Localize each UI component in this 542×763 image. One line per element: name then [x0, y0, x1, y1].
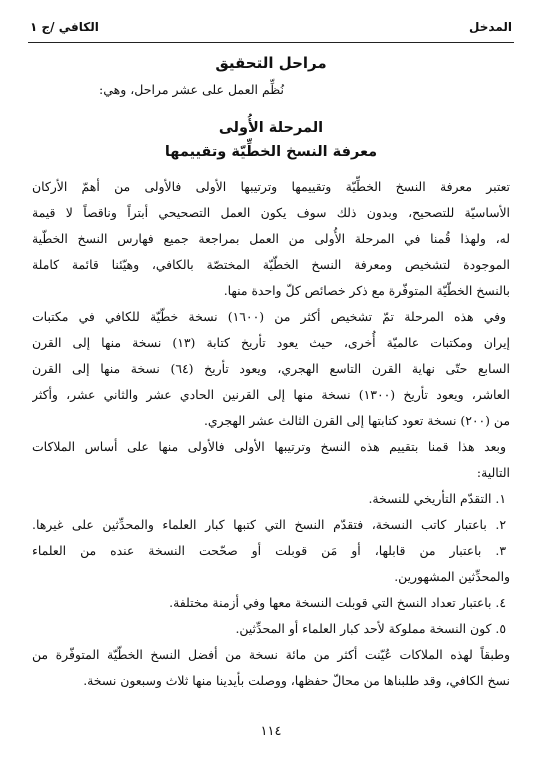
list-item: ١. التقدّم التأريخي للنسخة.	[368, 491, 506, 506]
paragraph-line: السابع حتّى نهاية القرن التاسع الهجري، ويعود تأريخ (٦٤) نسخة منها إلى القرن	[32, 361, 510, 376]
paragraph-line: وبعد هذا قمنا بتقييم هذه النسخ وترتيبها الأولى فالأولى منها على أساس الملاكات	[32, 439, 506, 454]
paragraph-line: تعتبر معرفة النسخ الخطِّيّة وتقييمها وترتيبها الأولى فالأولى من أهمّ الأركان	[32, 179, 510, 194]
header-divider	[28, 42, 514, 43]
header-section-name: المدخل	[469, 20, 512, 34]
paragraph-line: نسخ الكافي، وقد طلبناها من محالّ حفظها، ووصلت بأيدينا منها ثلاث وسبعون نسخة.	[83, 673, 510, 688]
section-title: مراحل التحقيق	[215, 54, 327, 72]
paragraph-line: إيران ومكتبات عالميّة أُخرى، حيث يعود تأريخ كتابة (١٣) نسخة منها إلى القرن	[32, 335, 510, 350]
paragraph-line: وطبقاً لهذه الملاكات عُيّنت أكثر من مائة نسخة من أفضل النسخ الخطّيّة المتوفّرة من	[32, 647, 510, 662]
paragraph-line: العاشر، ويعود تأريخ (١٣٠٠) نسخة منها إلى القرنين الحادي عشر والثاني عشر، وأكثر	[32, 387, 510, 402]
stage-title: المرحلة الأُولى	[218, 120, 324, 136]
paragraph-line: التالية:	[476, 465, 510, 480]
body-text	[32, 174, 510, 694]
list-item: ٣. باعتبار من قابلها، أو مَن قوبلت أو صحّحت النسخة عنده من العلماء	[32, 543, 506, 558]
paragraph-line: له، ولهذا قُمنا في المرحلة الأُولى من العمل بمراجعة جميع فهارس النسخ الخطّية	[32, 231, 510, 246]
list-item: ٥. كون النسخة مملوكة لأحد كبار العلماء أو المحدِّثين.	[235, 621, 506, 636]
stage-subtitle: معرفة النسخ الخطِّيّة وتقييمها	[164, 144, 378, 160]
paragraph-line: الموجودة لتشخيص ومعرفة النسخ الخطّيّة المختصّة بالكافي، وهيّئنا قائمة كاملة	[32, 257, 510, 272]
paragraph-line: وفي هذه المرحلة تمّ تشخيص أكثر من (١٦٠٠) نسخة خطّيّة للكافي في مكتبات	[32, 309, 506, 324]
running-header	[28, 20, 514, 38]
list-item: ٤. باعتبار تعداد النسخ التي قوبلت النسخة معها وفي أزمنة مختلفة.	[169, 595, 506, 610]
header-book-reference: الكافي /ج ١	[30, 20, 99, 34]
paragraph-line: بالنسخ الخطّيّة المتوفّرة مع ذكر خصائص كلّ واحدة منها.	[223, 283, 510, 298]
intro-line: نُظِّم العمل على عشر مراحل، وهي:	[99, 82, 284, 97]
list-item: ٢. باعتبار كاتب النسخة، فتقدّم النسخ التي كتبها كبار العلماء والمحدِّثين على غيرها.	[32, 517, 506, 532]
list-item-continuation: والمحدِّثين المشهورين.	[394, 569, 510, 584]
paragraph-line: الأساسيّة للتصحيح، وبدون ذلك سوف يكون العمل التصحيحي أبتراً وناقصاً لا قيمة	[32, 205, 510, 220]
paragraph-line: من (٢٠٠) نسخة تعود كتابتها إلى القرن الثالث عشر الهجري.	[203, 413, 510, 428]
page-number: ١١٤	[260, 724, 282, 739]
